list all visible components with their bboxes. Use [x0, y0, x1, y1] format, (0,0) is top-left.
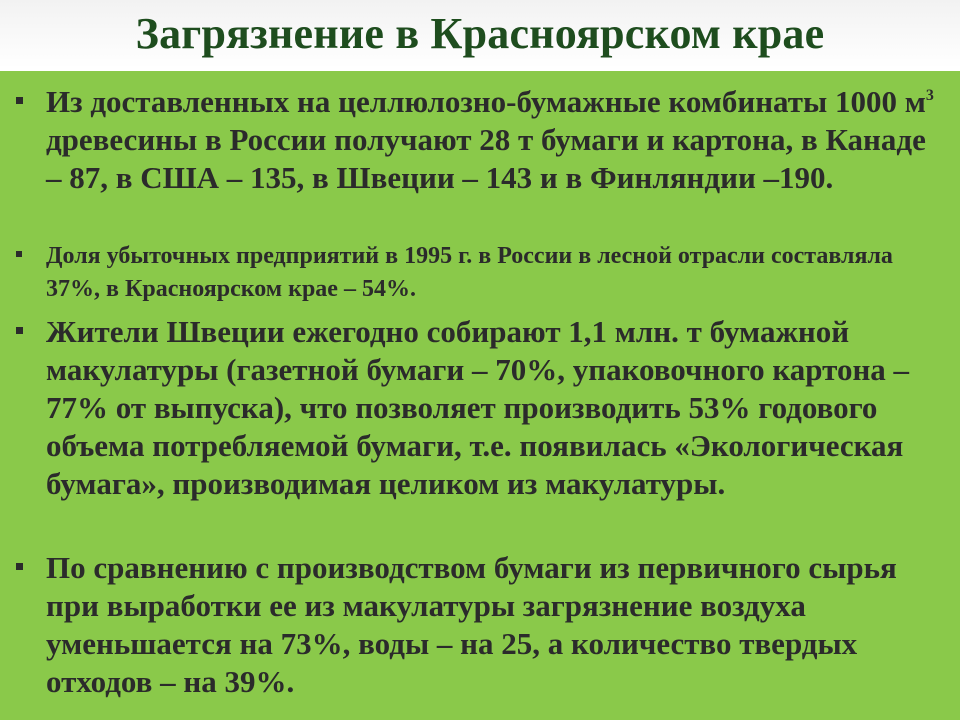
bullet-item-paper-yield	[16, 83, 946, 197]
content-panel	[0, 71, 960, 720]
cubic-superscript: 3	[925, 87, 934, 104]
square-bullet-icon	[16, 327, 23, 334]
bullet-item-unprofitable-share	[16, 240, 946, 306]
bullet-text: Жители Швеции ежегодно собирают 1,1 млн. т бумажной макулатуры (газетной бумаги – 70%, упаковочного картона – 77% от выпуска), что позволяет производить 53% годового объема потребляемой бумаги, т.е. появилась «Экологическая бумага», производимая целиком из макулатуры.	[46, 314, 910, 501]
bullet-text: Из доставленных на целлюлозно-бумажные комбинаты 1000 $м^3$ древесины в России получают 28 т бумаги и картона, в Канаде – 87, в США – 135, в Швеции – 143 и в Финляндии –190.	[46, 84, 934, 195]
slide-title: Загрязнение в Красноярском крае	[135, 9, 825, 58]
square-bullet-icon	[16, 563, 23, 570]
bullet-text: Доля убыточных предприятий в 1995 г. в России в лесной отрасли составляла 37%, в Красноярском крае – 54%.	[46, 243, 893, 302]
square-bullet-icon	[16, 251, 22, 257]
slide-title-bar	[0, 0, 960, 68]
square-bullet-icon	[16, 97, 23, 104]
bullet-text: По сравнению с производством бумаги из первичного сырья при выработки ее из макулатуры загрязнение воздуха уменьшается на 73%, воды – на 25, а количество твердых отходов – на 39%.	[46, 550, 897, 699]
bullet-item-sweden-recycling	[16, 313, 946, 503]
bullet-item-pollution-reduction	[16, 549, 946, 701]
